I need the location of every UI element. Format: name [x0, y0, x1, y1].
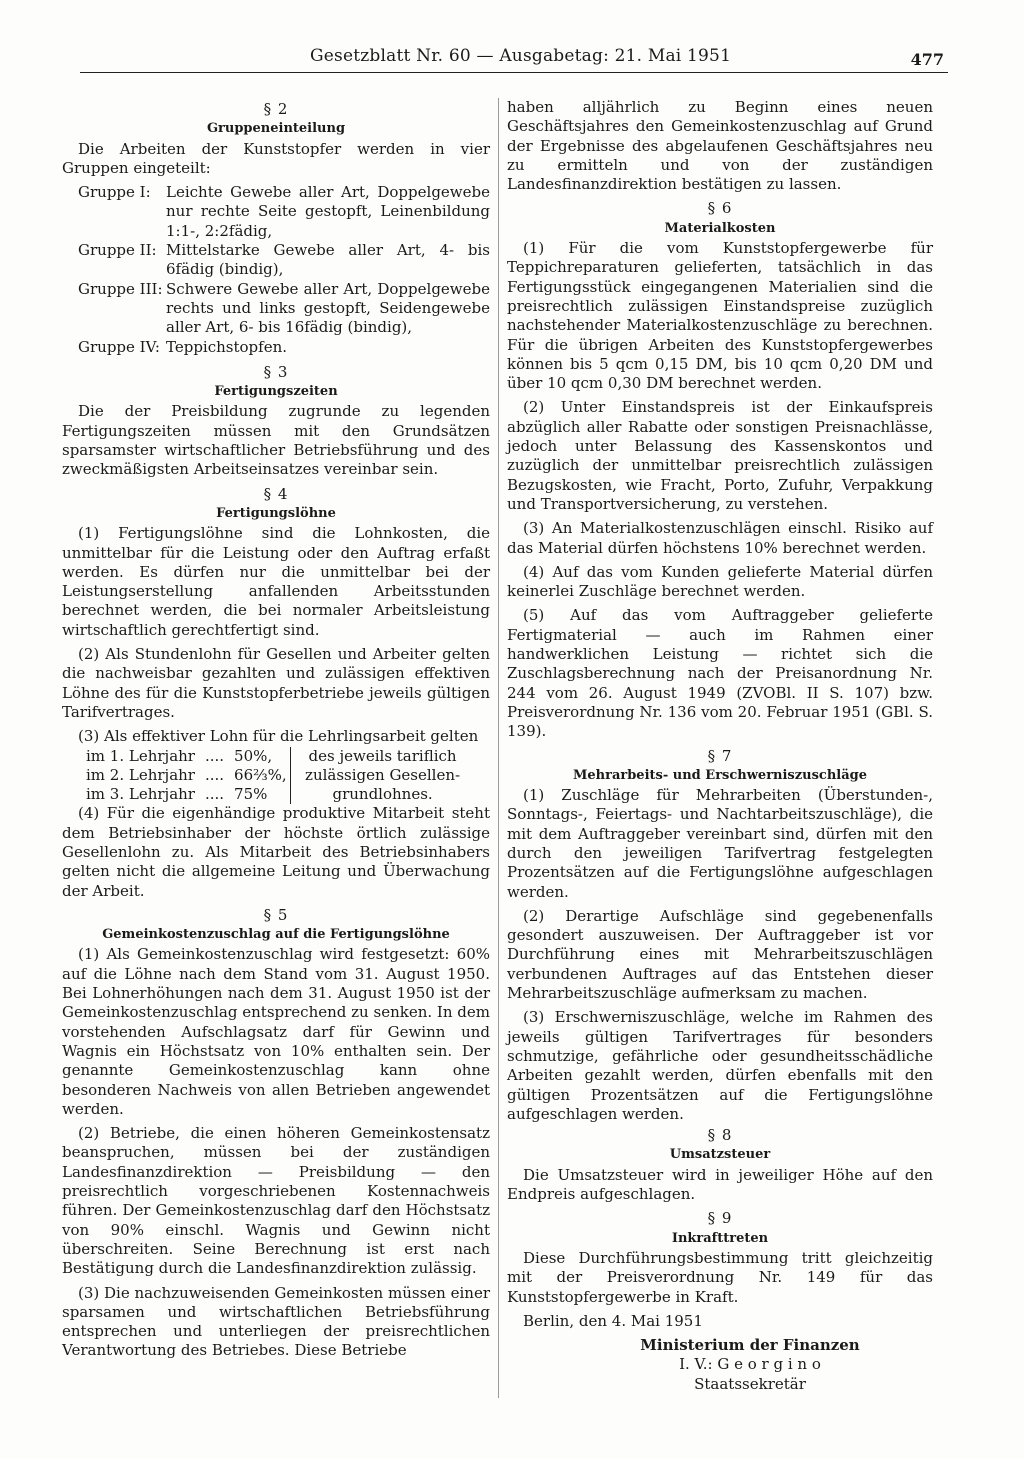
apprentice-percent: 66⅔%, — [234, 765, 287, 784]
table-row — [86, 785, 460, 804]
section-7-paragraph-3: (3) Erschwerniszuschläge, welche im Rahmen des jeweils gültigen Tarifvertrages für besonders schmutzige, gefährliche oder gesundheitsschädliche Arbeiten gezahlt werden, dürfen ebenfalls mit den gültigen Prozentsätzen auf die Fertigungslöhne aufgeschlagen werden. — [507, 1008, 933, 1123]
section-7-paragraph-1: (1) Zuschläge für Mehrarbeiten (Überstunden-, Sonntags-, Feiertags- und Nachtarbeitszuschläge), die mit dem Auftraggeber vereinbart sind, dürfen mit den durch den jeweiligen Tarifvertrag festgelegten Prozentsätzen auf die Fertigungslöhne aufgeschlagen werden. — [507, 786, 933, 901]
section-2-intro: Die Arbeiten der Kunststopfer werden in vier Gruppen eingeteilt: — [62, 139, 490, 177]
header-title: Gesetzblatt Nr. 60 — Ausgabetag: 21. Mai 1951 — [310, 46, 732, 66]
section-2-number: § 2 — [263, 100, 289, 118]
leader-dots: .... — [204, 785, 225, 804]
wage-note: des jeweils tariflich — [308, 746, 457, 765]
table-row — [86, 766, 460, 785]
section-4-paragraph-2: (2) Als Stundenlohn für Gesellen und Arbeiter gelten die nachweisbar gezahlten und zulässigen effektiven Löhne des für die Kunststopferbetriebe jeweils gültigen Tarifvertrages. — [62, 645, 490, 721]
grouping-brace — [291, 747, 306, 805]
section-7-title: Mehrarbeits- und Erschwerniszuschläge — [572, 767, 867, 783]
section-6-paragraph-3: (3) An Materialkostenzuschlägen einschl. Risiko auf das Material dürfen höchstens 10% berechnet werden. — [507, 519, 933, 557]
section-4-paragraph-1: (1) Fertigungslöhne sind die Lohnkosten, die unmittelbar für die Leistung oder den Auftrag erfaßt werden. Es dürfen nur die unmittelbar bei der Leistungserstellung anfallenden Arbeitsstunden berechnet werden, die bei normaler Arbeitsleistung wirtschaftlich gerechtfertigt sind. — [62, 524, 490, 639]
signer-name: I. V.: G e o r g i n o — [679, 1355, 821, 1374]
section-3-text: Die der Preisbildung zugrunde zu legenden Fertigungszeiten müssen mit den Grundsätzen sparsamster wirtschaftlicher Betriebsführung und des zweckmäßigsten Arbeitseinsatzes vereinbar sein. — [62, 402, 490, 479]
continued-text: haben alljährlich zu Beginn eines neuen Geschäftsjahres den Gemeinkostenzuschlag auf Grund der Ergebnisse des abgelaufenen Geschäftsjahres neu zu ermitteln und von der zuständigen Landesfinanzdirektion bestätigen zu lassen. — [507, 98, 933, 194]
group-row — [62, 280, 490, 338]
section-7-paragraph-2: (2) Derartige Aufschläge sind gegebenenfalls gesondert auszuweisen. Der Auftraggeber ist vor Durchführung eines mit Mehrarbeitszuschlägen verbundenen Auftrages auf das Entstehen dieser Mehrarbeitszuschläge aufmerksam zu machen. — [507, 906, 933, 1003]
section-4-title: Fertigungslöhne — [216, 505, 336, 521]
section-9-text: Diese Durchführungsbestimmung tritt gleichzeitig mit der Preisverordnung Nr. 149 für das Kunststopfergewerbe in Kraft. — [507, 1248, 933, 1306]
group-row — [62, 241, 490, 280]
section-4-paragraph-3: (3) Als effektiver Lohn für die Lehrlingsarbeit gelten — [78, 727, 479, 746]
group-label: Gruppe III: — [78, 279, 163, 298]
apprentice-percent: 50%, — [234, 746, 273, 765]
group-label: Gruppe II: — [78, 241, 157, 260]
section-5-paragraph-3: (3) Die nachzuweisenden Gemeinkosten müssen einer sparsamen und wirtschaftlichen Betriebsführung entsprechen und unterliegen der preisrechtlichen Verantwortung des Betriebes. Diese Betriebe — [62, 1283, 490, 1360]
section-8-title: Umsatzsteuer — [669, 1147, 771, 1163]
section-4-paragraph-4: (4) Für die eigenhändige produktive Mitarbeit steht dem Betriebsinhaber der höchste örtlich zulässige Gesellenlohn zu. Als Mitarbeit des Betriebsinhabers gelten nicht die allgemeine Leitung und Überwachung der Arbeit. — [62, 804, 490, 900]
group-text: Teppichstopfen. — [166, 337, 287, 356]
section-5-number: § 5 — [263, 905, 289, 924]
leader-dots: .... — [204, 765, 225, 784]
group-label: Gruppe I: — [78, 183, 151, 202]
section-8-number: § 8 — [707, 1126, 733, 1145]
section-8-text: Die Umsatzsteuer wird in jeweiliger Höhe auf den Endpreis aufgeschlagen. — [507, 1165, 933, 1204]
group-text: Mittelstarke Gewebe aller Art, 4- bis 6fädig (bindig), — [166, 241, 490, 279]
section-5-paragraph-2: (2) Betriebe, die einen höheren Gemeinkostensatz beanspruchen, müssen bei der zuständigen Landesfinanzdirektion — Preisbildung — den preisrechtlich vorgeschriebenen Kostennachweis führen. Der Gemeinkostenzuschlag darf den Höchstsatz von 90% einschl. Wagnis und Gewinn nicht überschreiten. Seine Berechnung ist erst nach Bestätigung durch die Landesfinanzdirektion zulässig. — [62, 1124, 490, 1278]
section-3-title: Fertigungszeiten — [214, 384, 338, 400]
apprentice-year: im 3. Lehrjahr — [86, 785, 195, 804]
section-6-paragraph-4: (4) Auf das vom Kunden gelieferte Material dürfen keinerlei Zuschläge berechnet werden. — [507, 562, 933, 601]
section-6-paragraph-2: (2) Unter Einstandspreis ist der Einkaufspreis abzüglich aller Rabatte oder sonstigen Preisnachlässe, jedoch unter Belassung des Kassenskontos und zuzüglich der unmittelbar preisrechtlich zulässigen Bezugskosten, wie Fracht, Porto, Zufuhr, Verpakkung und Transportversicherung, zu verstehen. — [507, 398, 933, 513]
section-6-paragraph-5: (5) Auf das vom Auftraggeber gelieferte Fertigmaterial — auch im Rahmen einer handwerklichen Leistung — richtet sich die Zuschlagsberechnung nach der Preisanordnung Nr. 244 vom 26. August 1949 (ZVOBl. II S. 107) bzw. Preisverordnung Nr. 136 vom 20. Februar 1951 (GBl. S. 139). — [507, 606, 933, 741]
ministry-name: Ministerium der Finanzen — [640, 1336, 860, 1355]
section-5-paragraph-1: (1) Als Gemeinkostenzuschlag wird festgesetzt: 60% auf die Löhne nach dem Stand vom 31. August 1950. Bei Lohnerhöhungen nach dem 31. August 1950 ist der Gemeinkostenzuschlag entsprechend zu senken. In dem vorstehenden Aufschlagsatz darf für Gewinn und Wagnis ein Höchstsatz von 10% enthalten sein. Der genannte Gemeinkostenzuschlag kann ohne besonderen Nachweis von allen Betrieben angewendet werden. — [62, 945, 490, 1118]
column-divider — [498, 98, 499, 1398]
section-9-number: § 9 — [707, 1209, 733, 1228]
group-row — [62, 338, 490, 357]
group-text: Schwere Gewebe aller Art, Doppelgewebe rechts und links gestopft, Seidengewebe aller Art, 6- bis 16fädig (bindig), — [166, 279, 490, 337]
table-row — [86, 747, 460, 766]
section-5-title: Gemeinkostenzuschlag auf die Fertigungslöhne — [102, 927, 450, 943]
apprentice-year: im 2. Lehrjahr — [86, 765, 195, 784]
apprentice-year: im 1. Lehrjahr — [86, 746, 195, 765]
right-column — [507, 98, 933, 1394]
section-9-title: Inkrafttreten — [671, 1230, 769, 1246]
group-text: Leichte Gewebe aller Art, Doppelgewebe nur rechte Seite gestopft, Leinenbildung 1:1-, 2:2fädig, — [166, 183, 490, 240]
group-row — [62, 183, 490, 241]
section-4-number: § 4 — [263, 484, 289, 503]
section-6-paragraph-1: (1) Für die vom Kunststopfergewerbe für Teppichreparaturen gelieferten, tatsächlich in das Fertigungsstück eingegangenen Materialien sind die preisrechtlich zulässigen Einstandspreise zuzüglich nachstehender Materialkostenzuschläge zu berechnen. Für die übrigen Arbeiten des Kunststopfergewerbes können bis 5 qcm 0,15 DM, bis 10 qcm 0,20 DM und über 10 qcm 0,30 DM berechnet werden. — [507, 239, 933, 393]
page-number: 477 — [910, 50, 944, 69]
left-column — [62, 98, 490, 1366]
apprentice-percent: 75% — [234, 785, 268, 804]
section-6-number: § 6 — [707, 199, 733, 218]
section-7-number: § 7 — [707, 746, 733, 765]
group-label: Gruppe IV: — [78, 337, 160, 356]
section-2-title: Gruppeneinteilung — [206, 121, 346, 137]
wage-note: grundlohnes. — [332, 785, 433, 804]
leader-dots: .... — [204, 746, 225, 765]
signer-title: Staatssekretär — [694, 1374, 806, 1393]
section-3-number: § 3 — [263, 362, 289, 381]
wage-note: zulässigen Gesellen- — [305, 765, 461, 784]
page-header — [80, 44, 948, 73]
apprentice-wage-table — [86, 747, 460, 805]
place-date: Berlin, den 4. Mai 1951 — [523, 1311, 703, 1330]
section-6-title: Materialkosten — [664, 220, 776, 236]
